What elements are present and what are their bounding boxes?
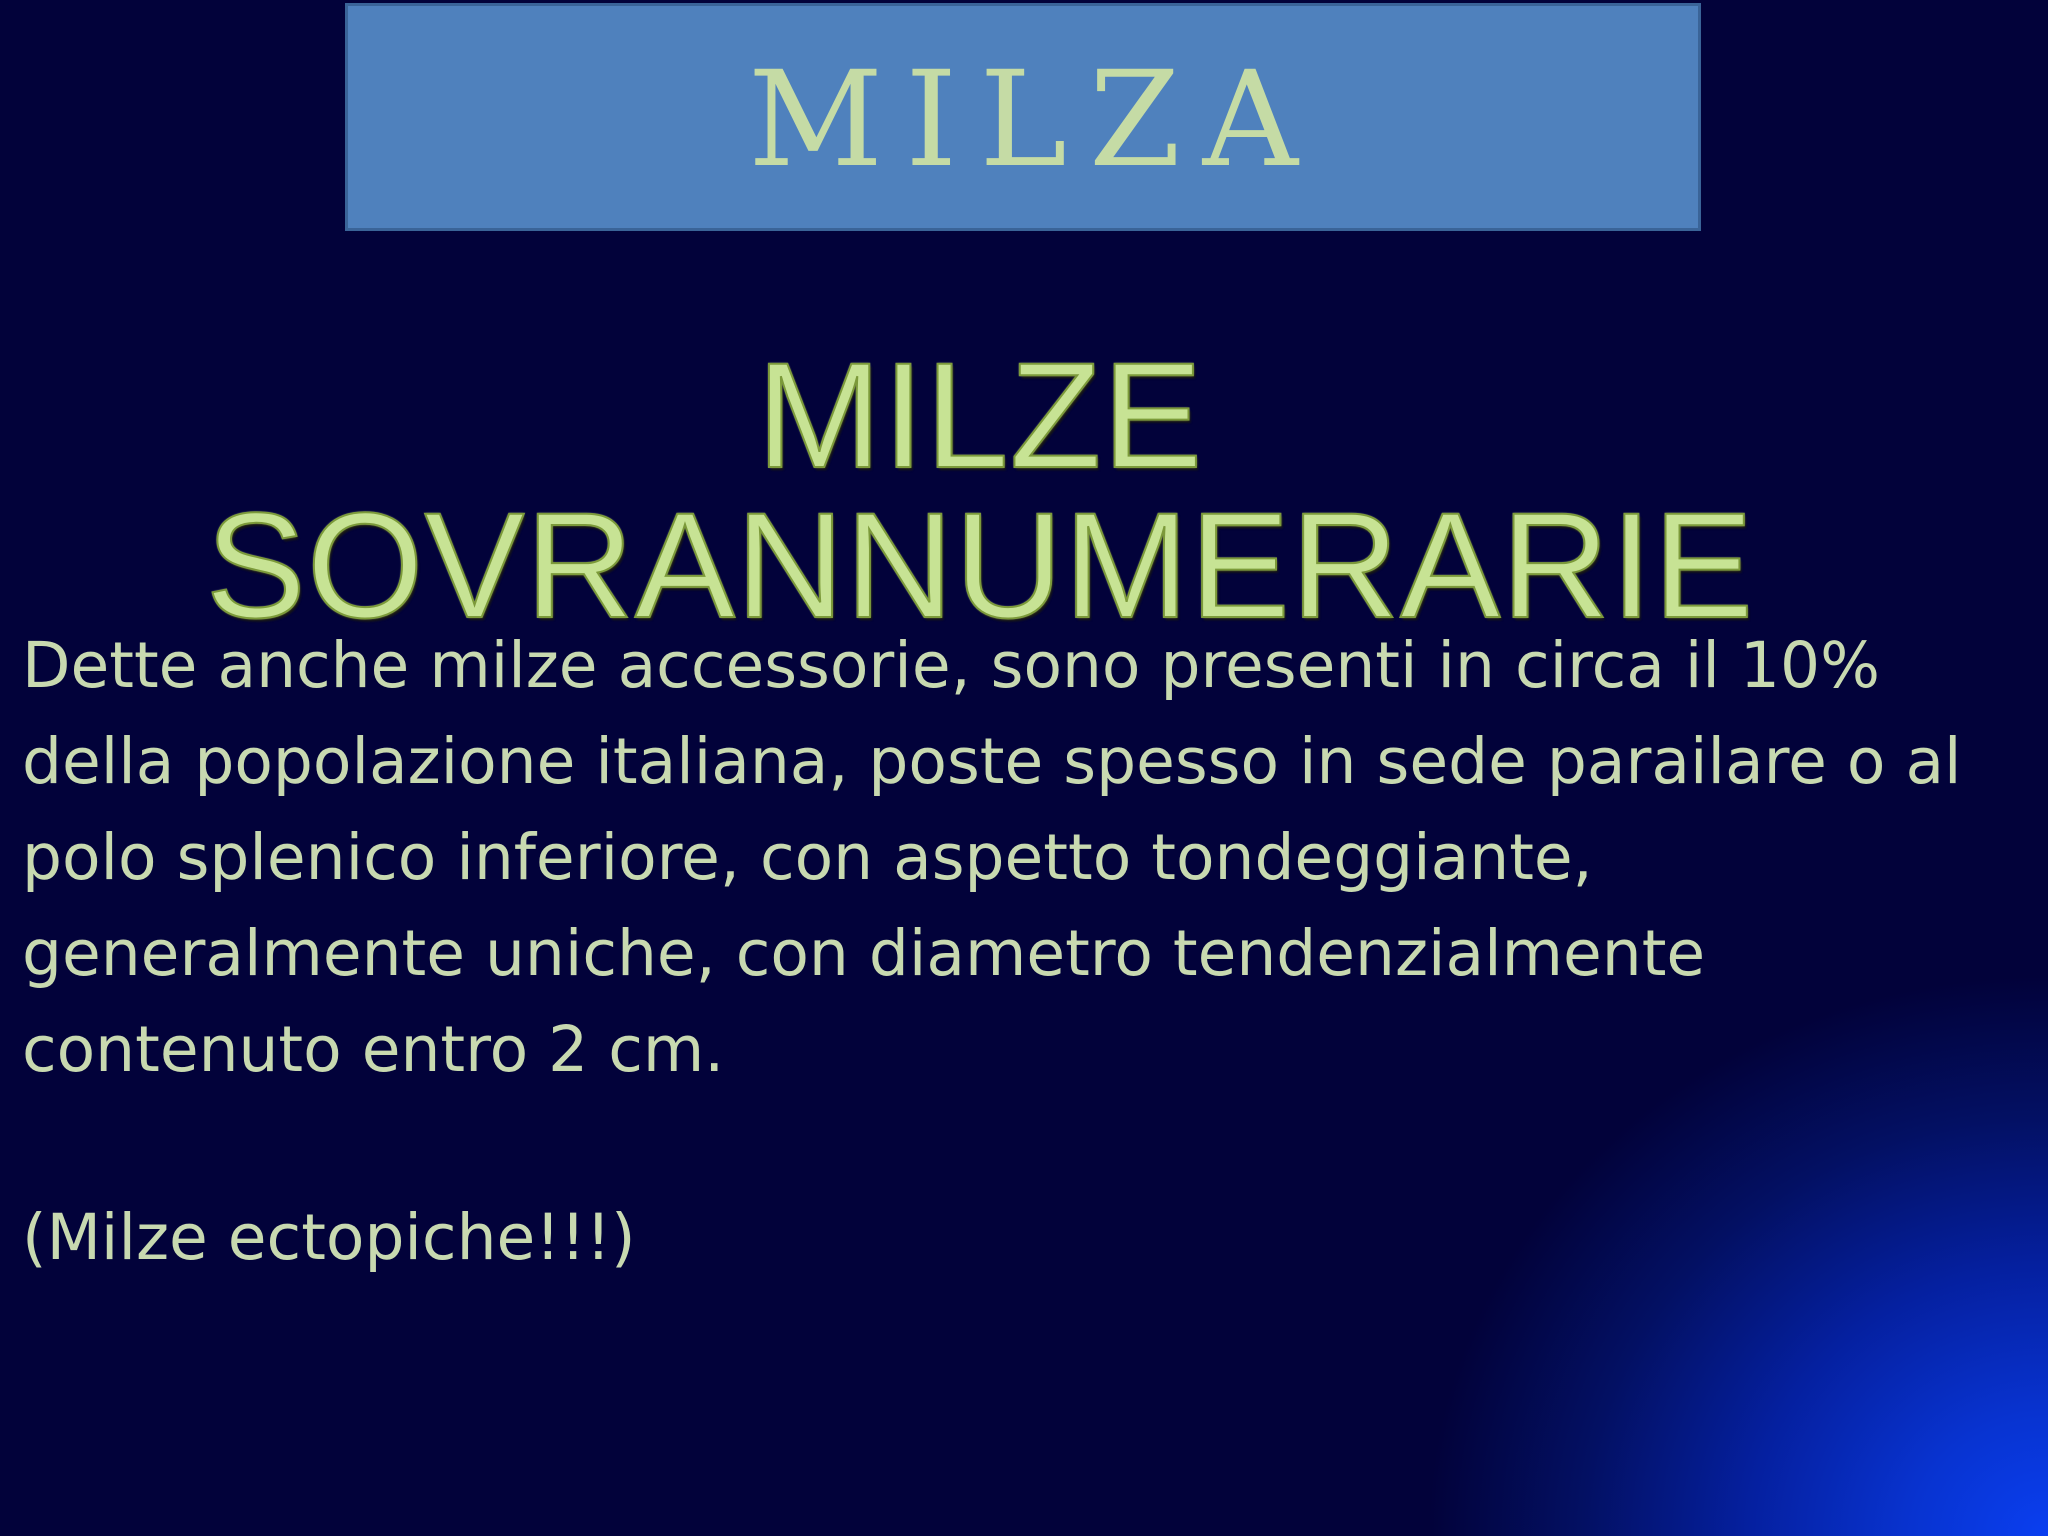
body-line: contenuto entro 2 cm. xyxy=(22,1013,725,1086)
body-line: generalmente uniche, con diametro tendenzialmente xyxy=(22,917,1706,990)
slide-heading: MILZE SOVRANNUMERARIE xyxy=(205,331,1755,649)
title-box xyxy=(345,3,1701,231)
body-line: polo splenico inferiore, con aspetto tondeggiante, xyxy=(22,821,1593,894)
body-line: Dette anche milze accessorie, sono presenti in circa il 10% xyxy=(22,629,1880,702)
note-text: (Milze ectopiche!!!) xyxy=(22,1201,636,1274)
slide-title: MILZA xyxy=(748,43,1320,197)
body-line: della popolazione italiana, poste spesso in sede parailare o al xyxy=(22,725,1962,798)
body-paragraph xyxy=(22,618,2032,1098)
